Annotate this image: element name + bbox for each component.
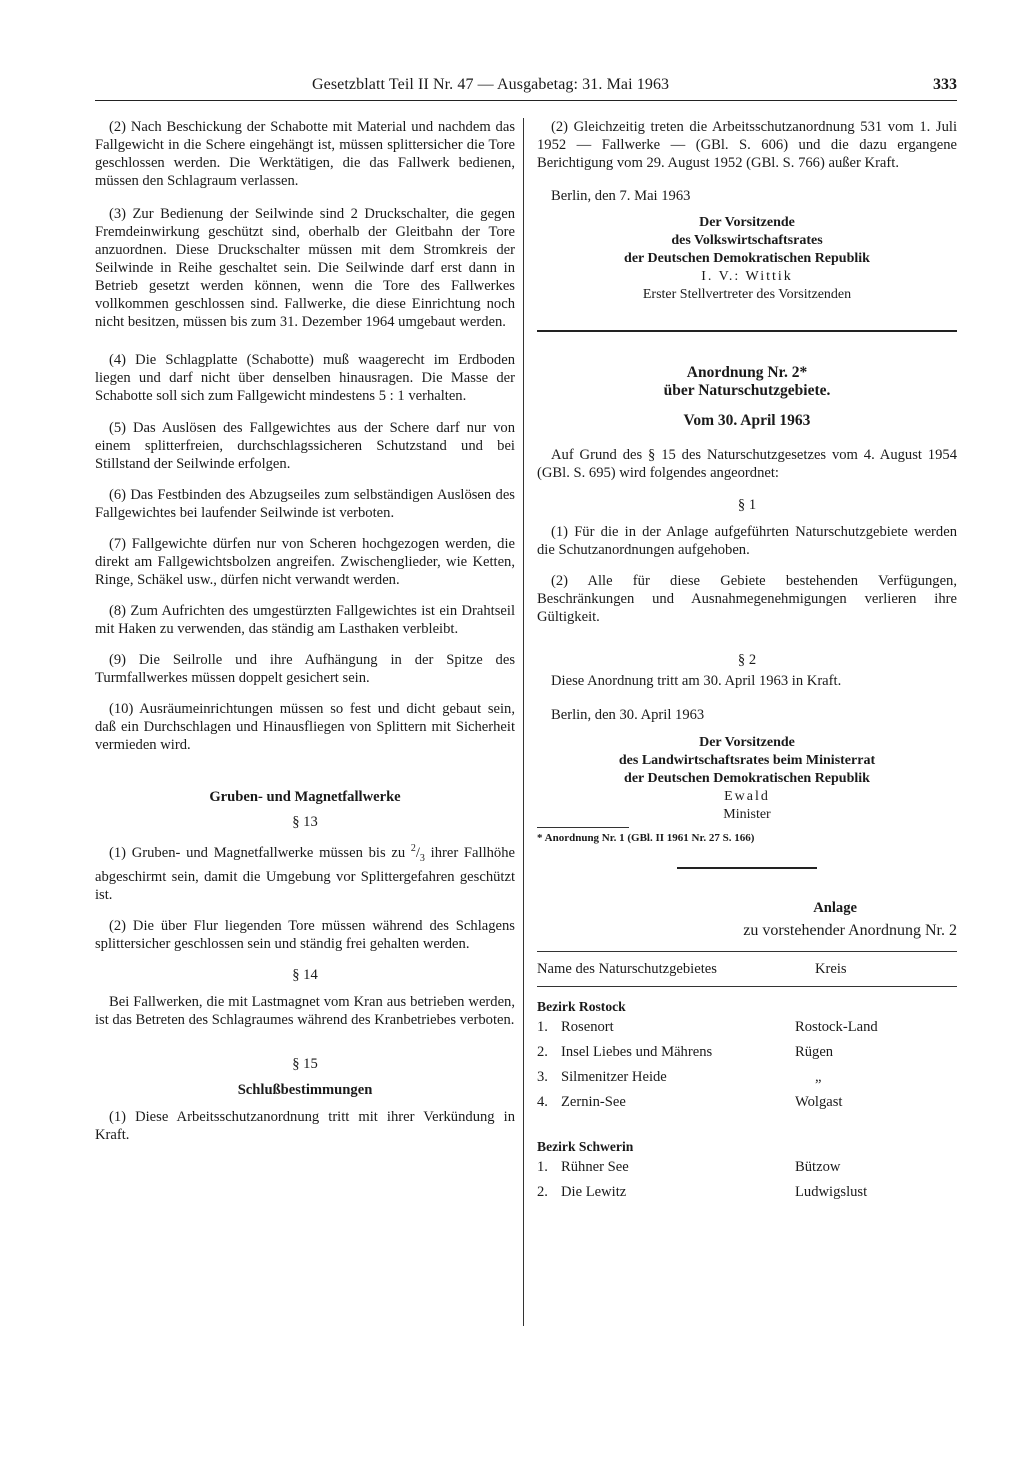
paragraph-number: § 14 (292, 966, 318, 983)
table-row: 1. Rühner See Bützow (537, 1159, 841, 1175)
table-header-row (537, 952, 957, 986)
paragraph: (1) Diese Arbeitsschutzanordnung tritt mit ihrer Verkündung in Kraft. (95, 1108, 515, 1143)
signature-title: Minister (723, 807, 771, 822)
signature-line: des Volkswirtschaftsrates (671, 233, 823, 248)
appendix-table (537, 952, 957, 986)
column-header-name: Name des Naturschutzgebietes (537, 960, 717, 977)
paragraph: Bei Fallwerken, die mit Lastmagnet vom Kran aus betrieben werden, ist das Betreten des Schlagraumes während des Kranbetriebes verboten. (95, 993, 515, 1028)
appendix-table-body (537, 987, 957, 1205)
column-divider (523, 118, 524, 1326)
paragraph: (4) Die Schlagplatte (Schabotte) muß waagerecht im Erdboden liegen und darf nicht über denselben hinausragen. Die Masse der Schabotte soll sich zum Fallgewicht mindestens 5 : 1 verhalten. (95, 352, 515, 404)
paragraph: (3) Zur Bedienung der Seilwinde sind 2 Druckschalter, die gegen Fremdeinwirkung geschützt sind, oberhalb der Gleitbahn der Tore anzuordnen. Diese Druckschalter müssen mit dem Stromkreis der Seilwinde in Reihe geschaltet sein. Die Seilwinde darf erst dann in Betrieb gesetzt werden können, wenn die Tore des Fallwerkes vollkommen geschlossen sind. Fallwerke, die diese Einrichtung noch nicht besitzen, müssen bis zum 31. Dezember 1964 umgebaut werden. (95, 206, 515, 330)
paragraph: (10) Ausräumeinrichtungen müssen so fest und dicht gebaut sein, daß ein Durchschlagen und Hinausfliegen von Splittern mit Sicherheit vermieden wird. (95, 701, 515, 753)
ordinance-title: Anordnung Nr. 2* (686, 364, 808, 381)
paragraph-number: § 1 (737, 497, 757, 513)
ordinance-subtitle: über Naturschutzgebiete. (663, 382, 831, 399)
paragraph: Diese Anordnung tritt am 30. April 1963 in Kraft. (551, 673, 842, 689)
paragraph: (2) Gleichzeitig treten die Arbeitsschutzanordnung 531 vom 1. Juli 1952 — Fallwerke — (GBl. S. 606) und die dazu ergangene Berichtigung vom 29. August 1952 (GBl. S. 766) außer Kraft. (537, 119, 957, 171)
date-line: Berlin, den 7. Mai 1963 (551, 188, 691, 204)
table-row: 4. Zernin-See Wolgast (537, 1094, 843, 1110)
page-number: 333 (933, 76, 957, 93)
paragraph: (6) Das Festbinden des Abzugseiles zum selbständigen Auslösen des Fallgewichtes bei laufender Seilwinde ist verboten. (95, 487, 515, 521)
paragraph-number: § 13 (292, 814, 318, 830)
paragraph: (2) Nach Beschickung der Schabotte mit Material und nachdem das Fallgewicht in die Schere eingehängt ist, müssen splittersicher die Tore geschlossen werden. Die Werktätigen, die das Fallwerk bedienen, müssen den Schlagraum verlassen. (95, 119, 515, 189)
table-row: 2. Insel Liebes und Mährens Rügen (537, 1044, 834, 1060)
paragraph: (5) Das Auslösen des Fallgewichtes aus der Schere darf nur von einem splitterfreien, durchschlagssicheren Schutzstand und bei Stillstand der Seilwinde erfolgen. (95, 420, 515, 472)
table-row: 1. Rosenort Rostock-Land (537, 1019, 878, 1035)
paragraph-number: § 15 (292, 1055, 318, 1072)
signature-name: I. V.: Wittik (701, 269, 793, 284)
left-column (95, 118, 515, 1144)
paragraph: (8) Zum Aufrichten des umgestürzten Fallgewichtes ist ein Drahtseil mit Haken zu verwenden, das ständig am Lasthaken verbleibt. (95, 603, 515, 637)
table-row: 3. Silmenitzer Heide „ (537, 1069, 822, 1085)
section-heading: Gruben- und Magnetfallwerke (209, 789, 401, 805)
signature-title: Erster Stellvertreter des Vorsitzenden (642, 287, 852, 302)
running-title: Gesetzblatt Teil II Nr. 47 — Ausgabetag: 31. Mai 1963 (312, 76, 670, 93)
ordinance-date: Vom 30. April 1963 (683, 412, 811, 429)
paragraph: (9) Die Seilrolle und ihre Aufhängung in der Spitze des Turmfallwerkes müssen doppelt gesichert sein. (95, 652, 515, 686)
paragraph: Auf Grund des § 15 des Naturschutzgesetzes vom 4. August 1954 (GBl. S. 695) wird folgendes angeordnet: (537, 447, 957, 481)
district-heading: Bezirk Schwerin (537, 1139, 634, 1154)
district-heading: Bezirk Rostock (537, 999, 626, 1014)
signature-line: Der Vorsitzende (699, 215, 795, 230)
appendix-title: Anlage (813, 900, 857, 916)
table-row: 2. Die Lewitz Ludwigslust (537, 1184, 868, 1200)
section-heading: Schlußbestimmungen (237, 1081, 373, 1098)
right-column (537, 118, 957, 1205)
signature-line: Der Vorsitzende (699, 735, 795, 750)
signature-line: des Landwirtschaftsrates beim Ministerrat (618, 753, 876, 768)
signature-name: Ewald (724, 789, 770, 804)
column-header-kreis: Kreis (815, 960, 847, 977)
page-header (95, 76, 957, 101)
paragraph: (7) Fallgewichte dürfen nur von Scheren hochgezogen werden, die direkt am Fallgewichtsbolzen angreifen. Zwischenglieder, wie Ketten, Ringe, Schäkel usw., dürfen nicht verwandt werden. (95, 536, 515, 588)
date-line: Berlin, den 30. April 1963 (551, 707, 705, 723)
footnote: * Anordnung Nr. 1 (GBl. II 1961 Nr. 27 S. 166) (537, 832, 755, 844)
paragraph: (2) Die über Flur liegenden Tore müssen während des Schlagens splittersicher geschlossen sein und ständig frei gehalten werden. (95, 917, 515, 952)
paragraph: (2) Alle für diese Gebiete bestehenden Verfügungen, Beschränkungen und Ausnahmegenehmigungen verlieren ihre Gültigkeit. (537, 573, 957, 625)
paragraph: (1) Für die in der Anlage aufgeführten Naturschutzgebiete werden die Schutzanordnungen aufgehoben. (537, 524, 957, 558)
appendix-subtitle: zu vorstehender Anordnung Nr. 2 (743, 922, 957, 939)
paragraph: (1) Gruben- und Magnetfallwerke müssen bis zu $^2/_3$ ihrer Fallhöhe abgeschirmt sein, damit die Umgebung vor Splittergefahren geschützt ist. (95, 843, 515, 903)
signature-line: der Deutschen Demokratischen Republik (624, 771, 870, 786)
paragraph-number: § 2 (737, 652, 757, 668)
signature-line: der Deutschen Demokratischen Republik (624, 251, 870, 266)
